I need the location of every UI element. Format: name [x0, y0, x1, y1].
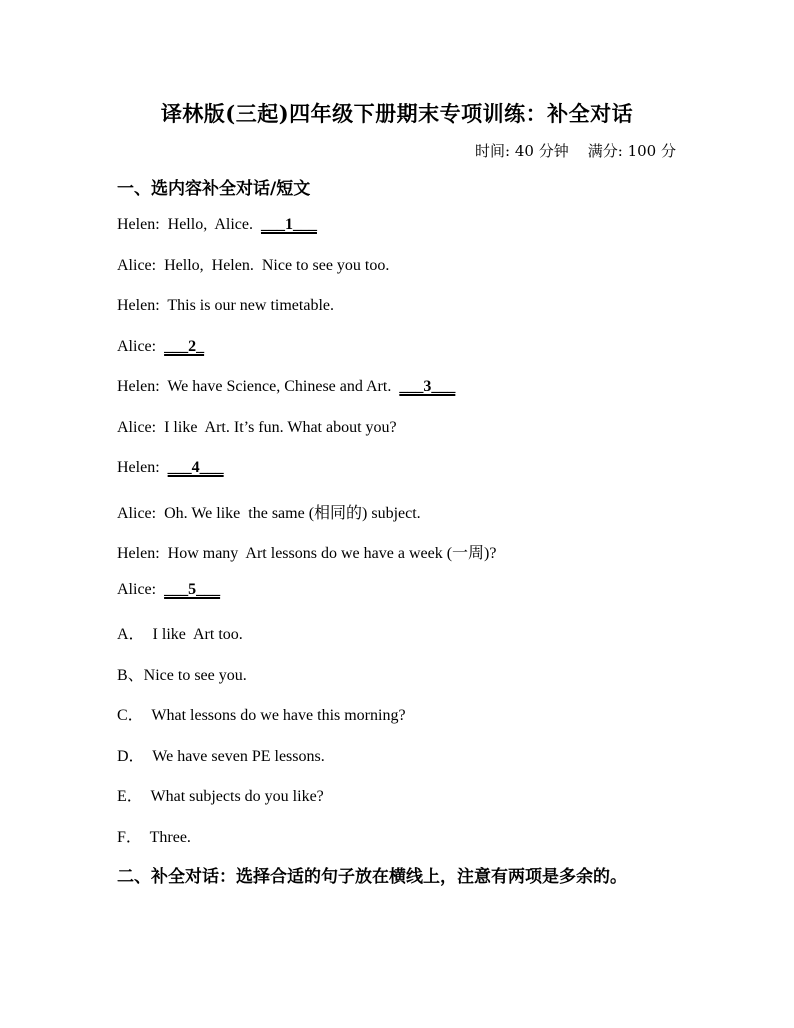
- section-1-heading: 一、选内容补全对话/短文: [117, 179, 311, 199]
- option-b: B、Nice to see you.: [117, 667, 247, 684]
- answer-blank-3: ___3___: [399, 378, 456, 395]
- dialogue-line-10: [117, 581, 220, 599]
- answer-blank-1: ___1___: [260, 216, 317, 233]
- dialogue-text: Helen: This is our new timetable.: [117, 297, 334, 314]
- dialogue-line-6: [117, 419, 397, 437]
- dialogue-line-3: [117, 297, 334, 315]
- dialogue-line-8: [117, 500, 421, 523]
- option-a: A． I like Art too.: [117, 626, 243, 643]
- answer-blank-5: ___5___: [164, 581, 221, 598]
- dialogue-text: Helen:: [117, 459, 168, 476]
- page-title: 译林版(三起)四年级下册期末专项训练：补全对话: [160, 101, 634, 126]
- dialogue-text: Alice:: [117, 581, 165, 598]
- dialogue-line-1: [117, 216, 317, 234]
- section-2-heading: 二、补全对话：选择合适的句子放在横线上，注意有两项是多余的。: [117, 867, 627, 887]
- dialogue-line-9: [117, 540, 496, 563]
- dialogue-line-7: [117, 459, 224, 477]
- dialogue-text: Alice:: [117, 338, 165, 355]
- answer-blank-2: ___2_: [164, 338, 205, 355]
- time-score-info: 时间: 40 分钟 满分: 100 分: [475, 142, 676, 160]
- dialogue-text: Helen: Hello, Alice.: [117, 216, 261, 233]
- option-c: C． What lessons do we have this morning?: [117, 707, 406, 724]
- option-e: E． What subjects do you like?: [117, 788, 324, 805]
- dialogue-line-5: [117, 378, 455, 396]
- dialogue-text: Alice: Oh. We like the same (相同的) subject.: [117, 505, 421, 522]
- dialogue-text: Alice: I like Art. It’s fun. What about you?: [117, 419, 397, 436]
- option-f: F． Three.: [117, 829, 191, 846]
- dialogue-text: Alice: Hello, Helen. Nice to see you too.: [117, 257, 390, 274]
- dialogue-text: Helen: We have Science, Chinese and Art.: [117, 378, 400, 395]
- dialogue-text: Helen: How many Art lessons do we have a week (一周)?: [117, 545, 497, 562]
- answer-blank-4: ___4___: [167, 459, 224, 476]
- dialogue-line-4: [117, 338, 204, 356]
- option-d: D． We have seven PE lessons.: [117, 748, 325, 765]
- dialogue-line-2: [117, 257, 389, 275]
